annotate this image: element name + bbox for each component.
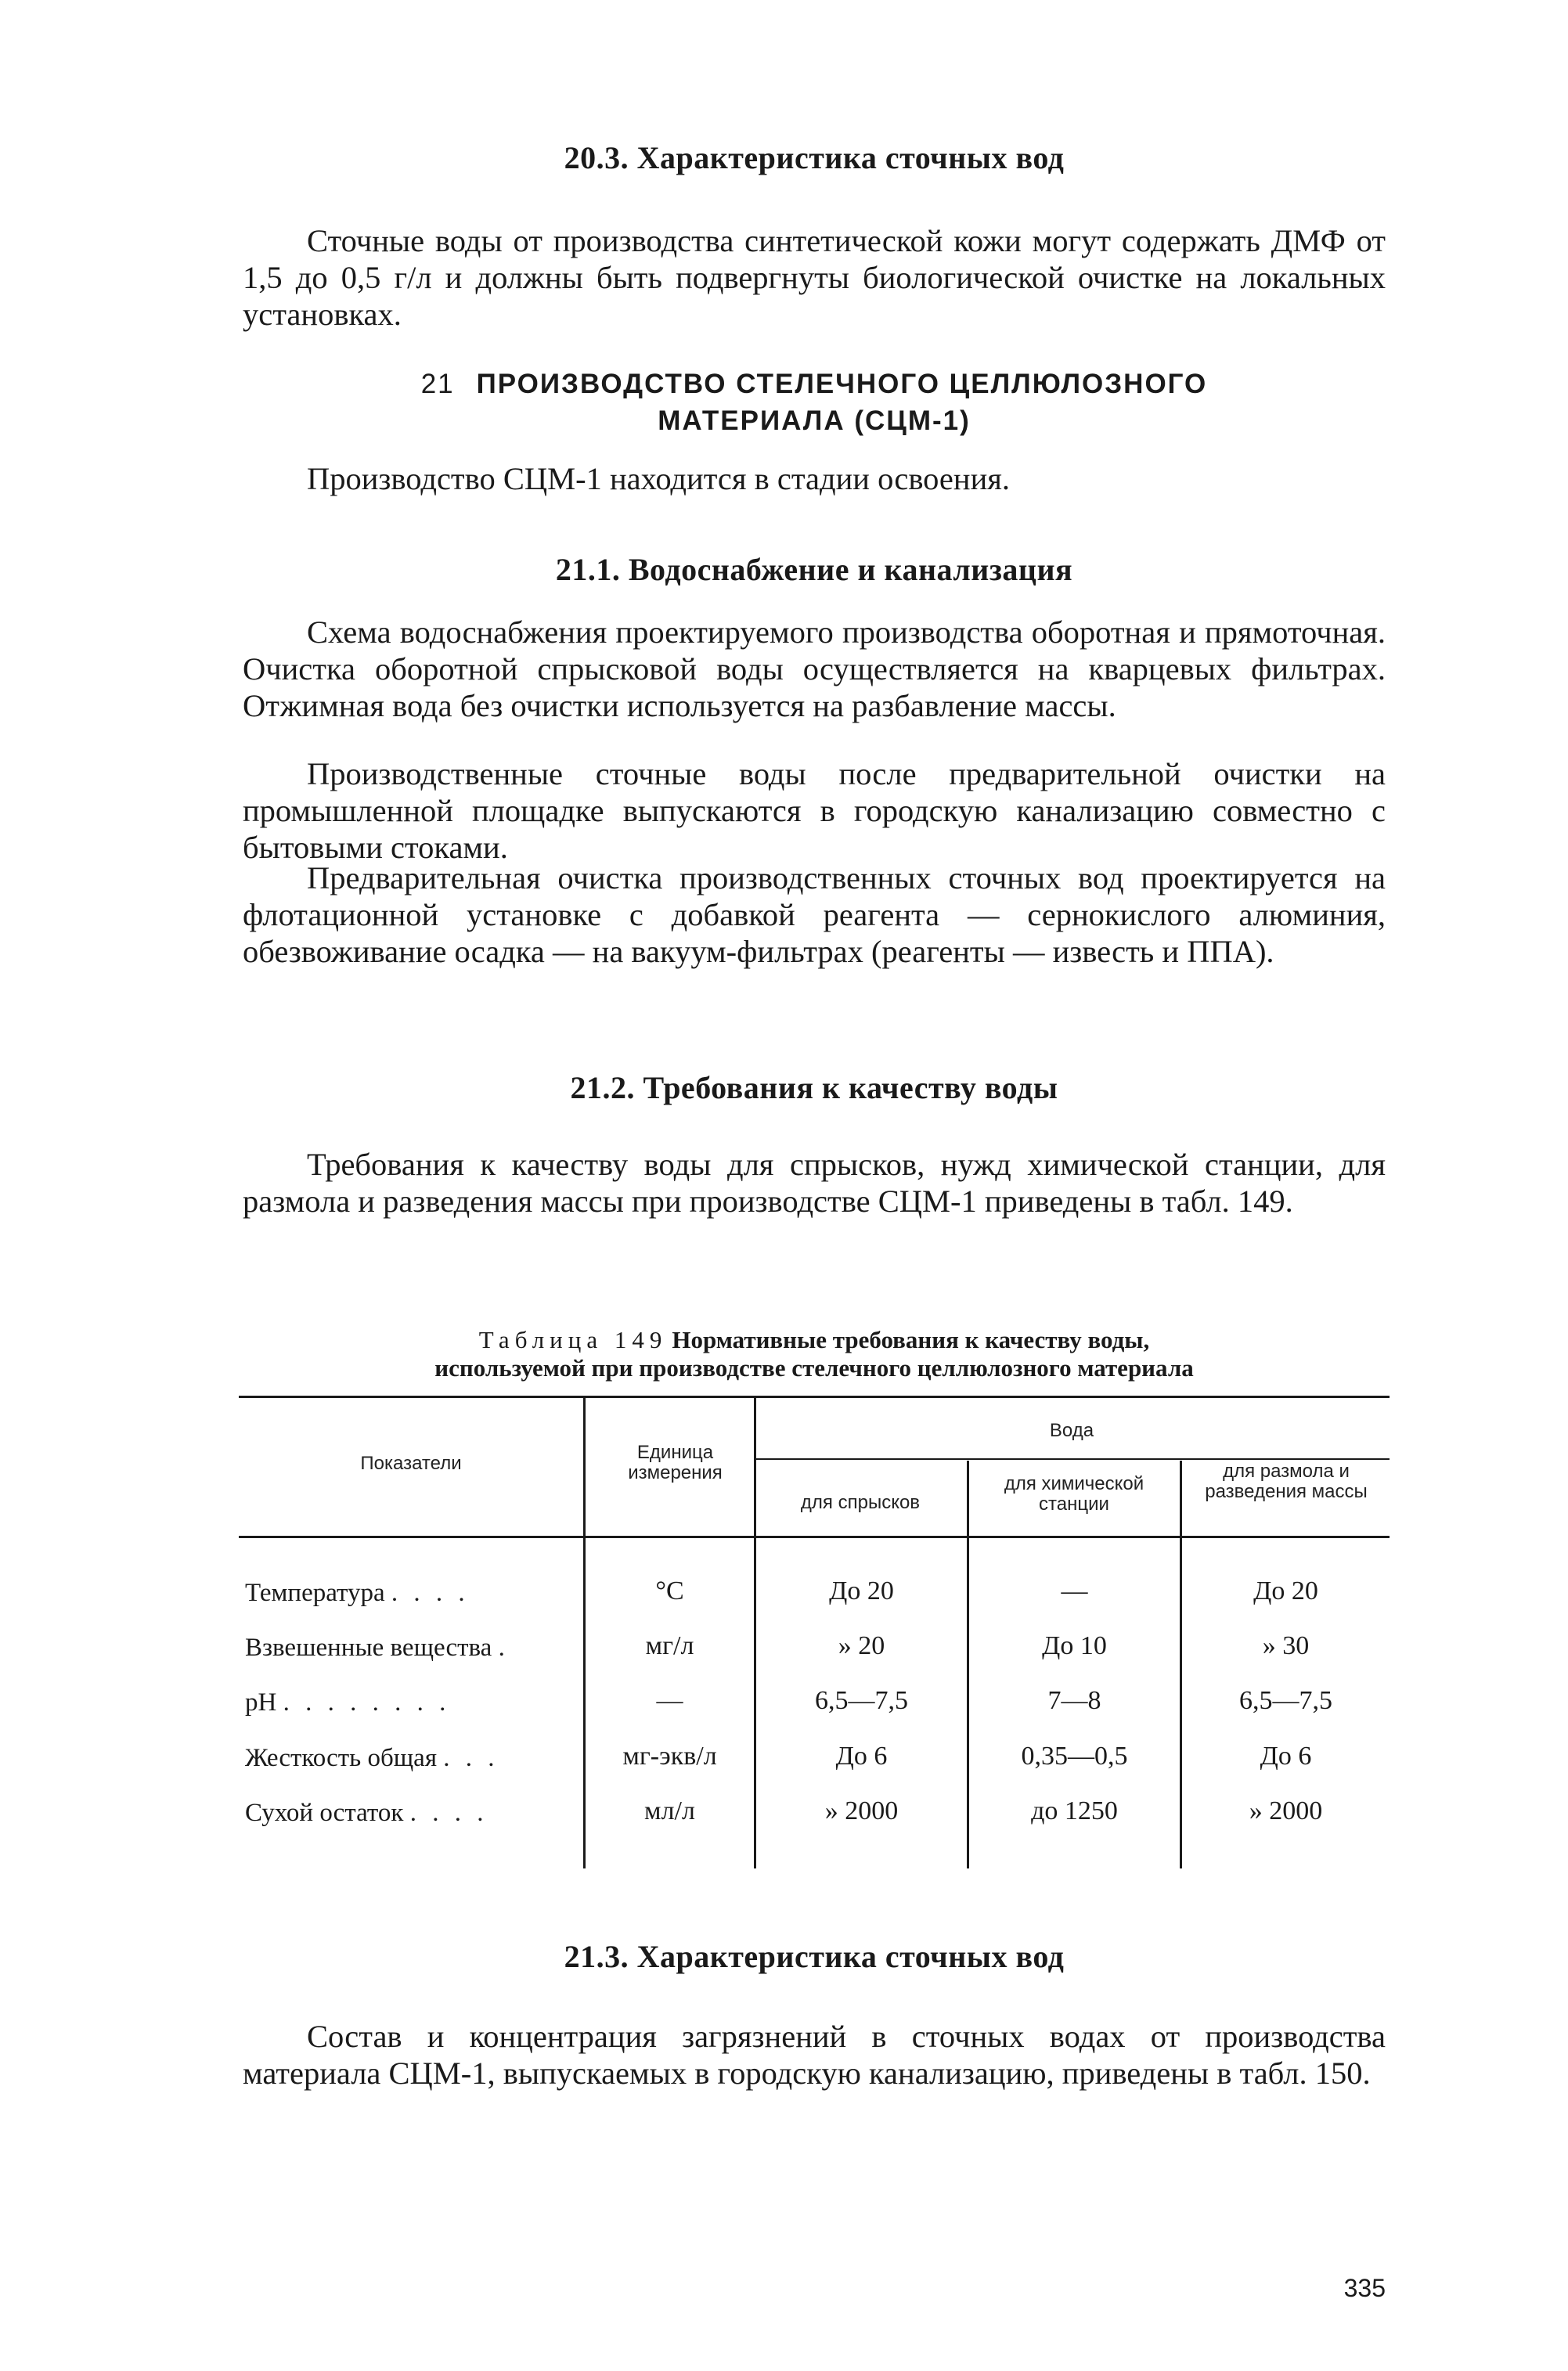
table-top-rule [239,1396,1390,1398]
cell-unit: мл/л [644,1796,695,1825]
cell-spray: До 6 [835,1742,888,1771]
header-water-group: Вода [1049,1420,1094,1441]
section-heading-20-3: 20.3. Характеристика сточных вод [564,140,1065,175]
row-leader-dots: . . . [443,1744,499,1772]
paragraph-21-2: Требования к качеству воды для спрысков, нужд химической станции, для размола и разведения массы при производстве СЦМ-1 приведены в табл. 149. [243,1147,1386,1219]
cell-chem: до 1250 [1031,1796,1118,1825]
table-header-rule [239,1536,1390,1538]
header-unit: Единица измерения [628,1442,723,1483]
header-indicator: Показатели [360,1453,462,1474]
row-label [245,1632,574,1663]
cell-chem: 7—8 [1047,1686,1101,1715]
cell-spray: » 20 [838,1631,885,1660]
row-leader-dots: . . . . [391,1579,470,1607]
header-chem-station: для химической станции [1004,1473,1144,1515]
row-name: Взвешенные вещества [245,1634,492,1662]
chapter-title-line1: ПРОИЗВОДСТВО СТЕЛЕЧНОГО ЦЕЛЛЮЛОЗНОГО [476,369,1208,399]
section-heading-21-3: 21.3. Характеристика сточных вод [564,1939,1065,1974]
paragraph-20-3: Сточные воды от производства синтетической кожи могут содержать ДМФ от 1,5 до 0,5 г/л и должны быть подвергнуты биологической очистке на локальных установках. [243,223,1386,332]
chapter-heading-21 [243,366,1386,439]
table-group-rule [754,1458,1390,1460]
header-spray: для спрысков [800,1492,921,1513]
table-caption-line1: Нормативные требования к качеству воды, [672,1326,1150,1353]
row-label [245,1687,574,1718]
cell-spray: До 20 [829,1576,894,1605]
row-label [245,1742,574,1774]
section-heading-21-1: 21.1. Водоснабжение и канализация [555,552,1073,587]
cell-unit: мг-экв/л [622,1742,717,1771]
chapter-number: 21 [420,369,455,399]
cell-chem: 0,35—0,5 [1021,1742,1128,1771]
row-leader-dots: . . . . [409,1799,488,1827]
cell-unit: — [656,1686,683,1715]
row-leader-dots: . [498,1634,510,1662]
cell-unit: °С [655,1576,684,1605]
cell-mill: » 30 [1262,1631,1310,1660]
table-caption-lead: Таблица 149 [478,1326,668,1353]
cell-chem: До 10 [1042,1631,1107,1660]
cell-chem: — [1061,1576,1088,1605]
row-label [245,1577,574,1609]
cell-mill: До 6 [1260,1742,1312,1771]
cell-mill: 6,5—7,5 [1239,1686,1332,1715]
row-name: Сухой остаток [245,1799,404,1827]
cell-spray: » 2000 [824,1796,899,1825]
row-name: Температура [245,1579,385,1607]
paragraph-21-intro: Производство СЦМ-1 находится в стадии освоения. [307,461,1011,496]
paragraph-21-3: Состав и концентрация загрязнений в сточных водах от производства материала СЦМ-1, выпускаемых в городскую канализацию, приведены в табл. 150. [243,2019,1386,2091]
paragraph-21-1-b: Производственные сточные воды после предварительной очистки на промышленной площадке выпускаются в городскую канализацию совместно с бытовыми стоками. [243,756,1386,865]
page-number: 335 [1343,2274,1386,2302]
table-149 [239,1396,1390,1869]
cell-mill: До 20 [1253,1576,1318,1605]
cell-spray: 6,5—7,5 [815,1686,908,1715]
table-caption [243,1326,1386,1382]
row-name: pH [245,1688,277,1717]
paragraph-21-1-a: Схема водоснабжения проектируемого производства оборотная и прямоточная. Очистка оборотной спрысковой воды осуществляется на кварцевых фильтрах. Отжимная вода без очистки используется на разбавление массы. [243,614,1386,723]
paragraph-21-1-c: Предварительная очистка производственных сточных вод проектируется на флотационной установке с добавкой реагента — сернокислого алюминия, обезвоживание осадка — на вакуум-фильтрах (реагенты — известь и ППА). [243,860,1386,969]
chapter-title-line2: МАТЕРИАЛА (СЦМ-1) [658,405,971,436]
row-label [245,1797,574,1829]
row-name: Жесткость общая [245,1744,438,1772]
section-heading-21-2: 21.2. Требования к качеству воды [570,1070,1058,1105]
cell-unit: мг/л [645,1631,694,1660]
row-leader-dots: . . . . . . . . [283,1688,451,1717]
header-mill: для размола и разведения массы [1205,1461,1368,1502]
cell-mill: » 2000 [1249,1796,1323,1825]
table-caption-line2: используемой при производстве стелечного целлюлозного материала [434,1354,1194,1382]
